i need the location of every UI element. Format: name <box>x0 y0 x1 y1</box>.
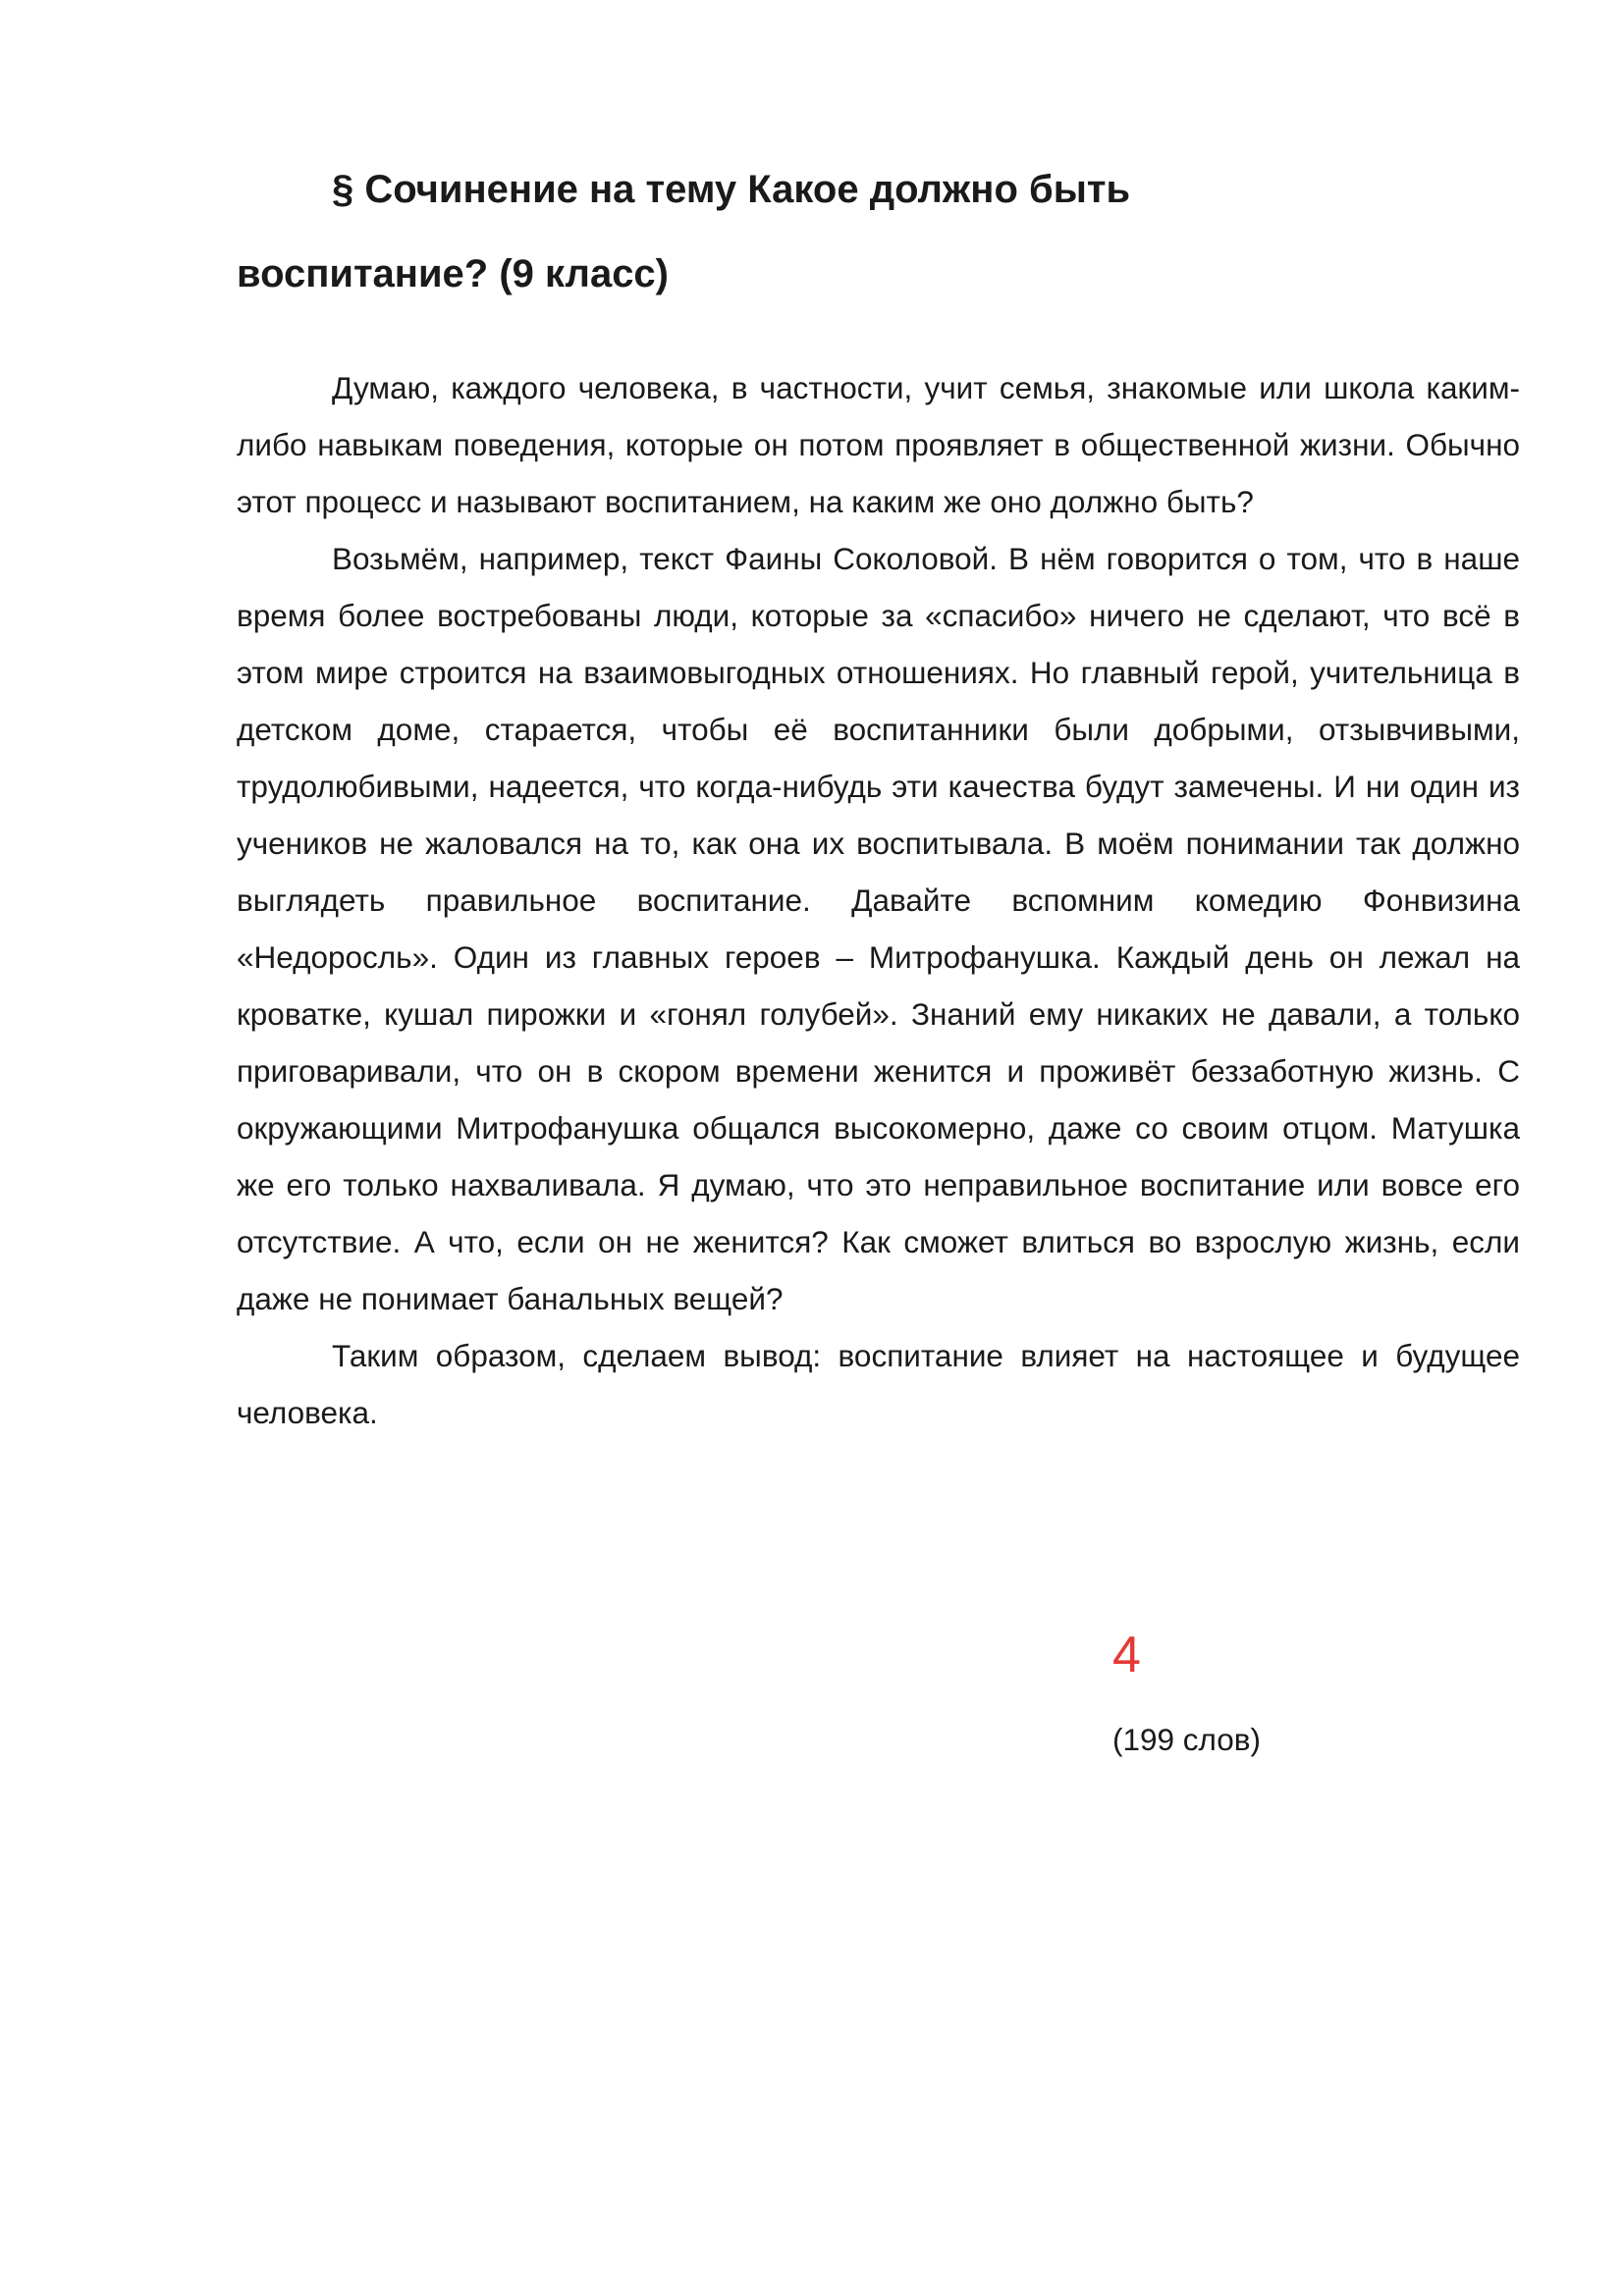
grade-mark: 4 <box>1112 1627 1141 1683</box>
essay-paragraph-conclusion: Таким образом, сделаем вывод: воспитание влияет на настоящее и будущее человека. <box>237 1338 1520 1430</box>
essay-paragraph-arguments: Возьмём, например, текст Фаины Соколовой. В нём говорится о том, что в наше время более востребованы люди, которые за «спасибо» ничего не сделают, что всё в этом мире строится на взаимовыгодных отношениях. Но главный герой, учительница в детском доме, старается, чтобы её воспитанники были добрыми, отзывчивыми, трудолюбивыми, надеется, что когда-нибудь эти качества будут замечены. И ни один из учеников не жаловался на то, как она их воспитывала. В моём понимании так должно выглядеть правильное воспитание. Давайте вспомним комедию Фонвизина «Недоросль». Один из главных героев – Митрофанушка. Каждый день он лежал на кроватке, кушал пирожки и «гонял голубей». Знаний ему никаких не давали, а только приговаривали, что он в скором времени женится и проживёт беззаботную жизнь. С окружающими Митрофанушка общался высокомерно, даже со своим отцом. Матушка же его только нахваливала. Я думаю, что это неправильное воспитание или вовсе его отсутствие. А что, если он не женится? Как сможет влиться во взрослую жизнь, если даже не понимает банальных вещей? <box>237 541 1520 1316</box>
essay-title-line-2: воспитание? (9 класс) <box>237 252 669 295</box>
essay-paragraph-intro: Думаю, каждого человека, в частности, учит семья, знакомые или школа каким-либо навыкам поведения, которые он потом проявляет в общественной жизни. Обычно этот процесс и называют воспитанием, на каким же оно должно быть? <box>237 370 1520 519</box>
essay-body <box>237 359 1520 1441</box>
essay-title-line-1: § Сочинение на тему Какое должно быть <box>332 168 1131 211</box>
essay-title <box>237 147 1513 316</box>
word-count: (199 слов) <box>1112 1722 1262 1757</box>
